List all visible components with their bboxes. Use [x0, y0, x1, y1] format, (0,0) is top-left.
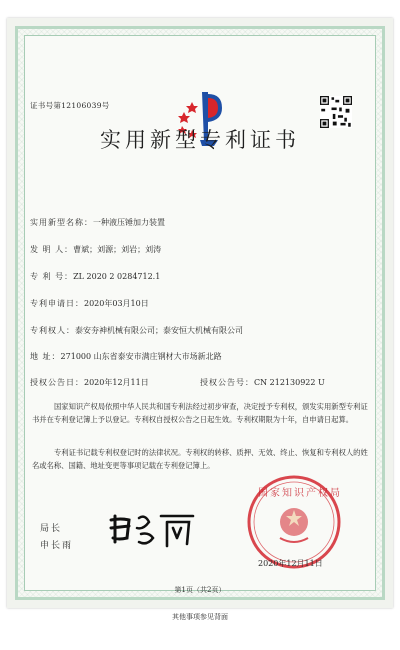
grant-number-value: CN 212130922 U	[254, 378, 325, 387]
patentee-row	[30, 318, 243, 337]
inventor-label: 发 明 人：	[30, 245, 74, 254]
address-row	[30, 344, 222, 363]
director-name: 申长雨	[40, 541, 74, 551]
inventor-value: 曹斌；刘源；刘岩；刘涛	[73, 245, 162, 254]
back-note: 其他事项参见背面	[172, 613, 228, 621]
grant-date-value: 2020年12月11日	[84, 378, 149, 387]
filing-date-label: 专利申请日：	[30, 299, 84, 308]
page-number: 第1页（共2页）	[174, 586, 226, 594]
grant-number-label: 授权公告号：	[200, 378, 254, 387]
certificate-title: 实用新型专利证书	[100, 128, 300, 152]
filing-date-value: 2020年03月10日	[84, 299, 149, 308]
grant-number-row	[200, 370, 325, 389]
patentee-label: 专利权人：	[30, 326, 75, 335]
issue-date: 2020年12月11日	[258, 559, 323, 568]
certificate-paragraph-2: 专利证书记载专利权登记时的法律状况。专利权的转移、质押、无效、终止、恢复和专利权人的姓名或名称、国籍、地址变更等事项记载在专利登记簿上。	[32, 448, 368, 470]
utility-model-name-label: 实用新型名称：	[30, 218, 93, 227]
certificate-number-label: 证书号第	[30, 101, 62, 110]
patent-number-label: 专 利 号：	[30, 272, 74, 281]
patent-number-row	[30, 264, 160, 283]
address-value: 271000 山东省泰安市满庄钢材大市场新北路	[60, 352, 222, 361]
address-label: 地 址：	[30, 352, 61, 361]
utility-model-name-row	[30, 210, 165, 229]
grant-date-row	[30, 370, 149, 389]
utility-model-name-value: 一种液压锤加力装置	[93, 218, 165, 227]
grant-date-label: 授权公告日：	[30, 378, 84, 387]
director-signature-icon	[107, 508, 197, 550]
certificate-paragraph-1: 国家知识产权局依照中华人民共和国专利法经过初步审查，决定授予专利权，颁发实用新型专利证书并在专利登记簿上予以登记。专利权自授权公告之日起生效。专利权期限为十年，自申请日起算。	[32, 402, 368, 424]
seal-text: 国家知识产权局	[258, 488, 342, 499]
filing-date-row	[30, 291, 149, 310]
patent-number-value: ZL 2020 2 0284712.1	[73, 272, 161, 281]
director-title: 局长	[40, 524, 63, 534]
patentee-value: 泰安夯神机械有限公司；泰安恒大机械有限公司	[75, 326, 243, 335]
inventor-row	[30, 237, 161, 256]
certificate-number-suffix: 号	[101, 101, 110, 110]
certificate-number-value: 12106039	[61, 101, 102, 110]
certificate-number	[30, 100, 110, 111]
